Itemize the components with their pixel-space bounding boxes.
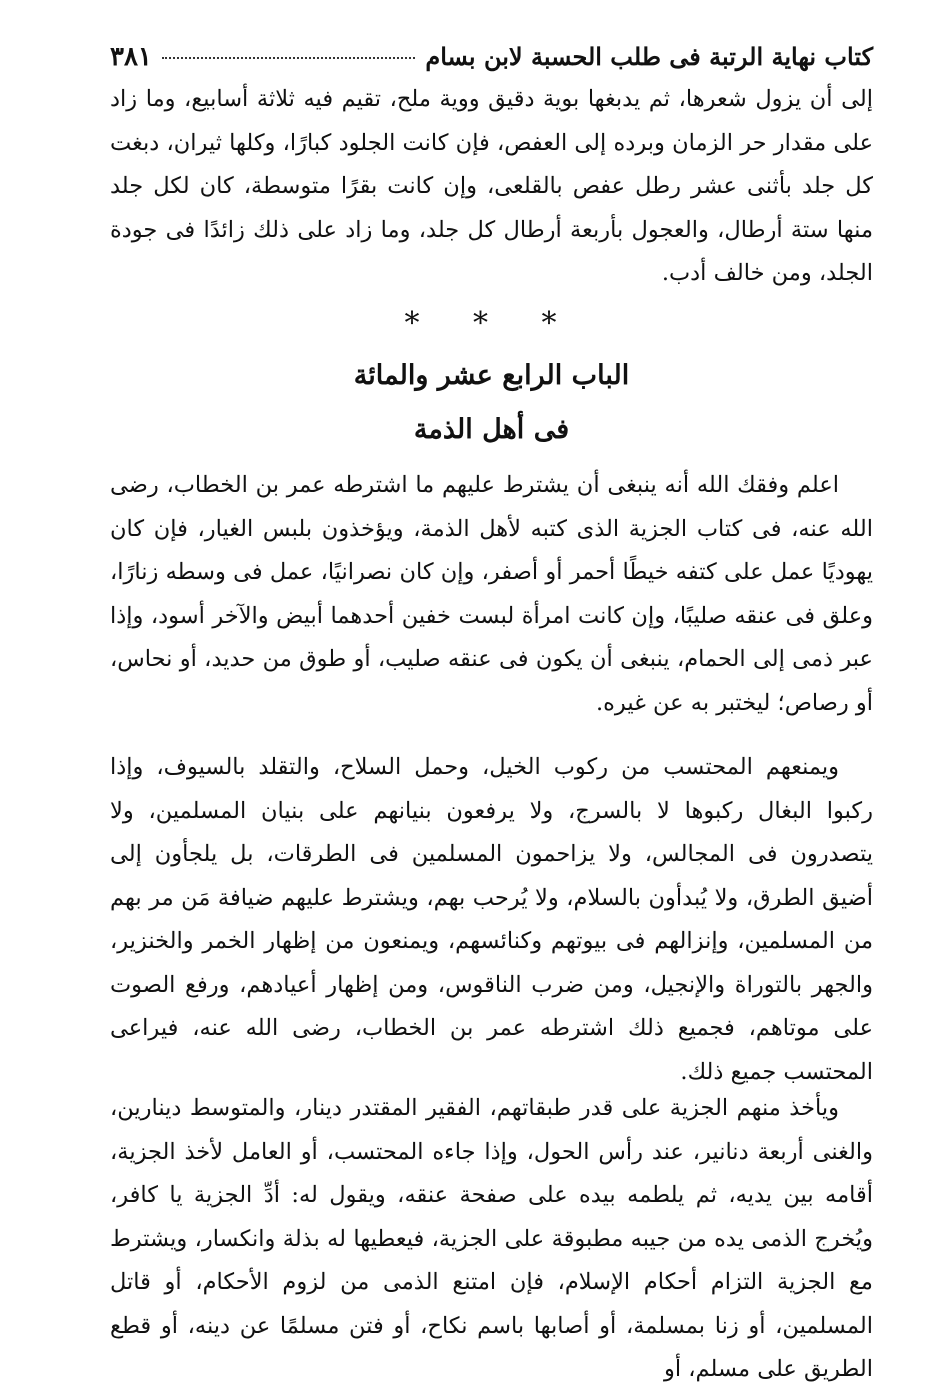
page-number: ٣٨١ — [110, 42, 152, 72]
book-title: كتاب نهاية الرتبة فى طلب الحسبة لابن بسام — [425, 42, 873, 71]
paragraph-dhimmi-restrictions: ويمنعهم المحتسب من ركوب الخيل، وحمل السلاح، والتقلد بالسيوف، وإذا ركبوا البغال ركبوها لا بالسرج، ولا يرفعون بنيانهم على بنيان المسلمين، ولا يتصدرون فى المجالس، ولا يزاحمون المسلمين فى الطرقات، بل يلجأون إلى أضيق الطرق، ولا يُبدأون بالسلام، ولا يُرحب بهم، ويشترط عليهم ضيافة مَن مر بهم من المسلمين، وإنزالهم فى بيوتهم وكنائسهم، ويمنعون من إظهار الخمر والخنزير، والجهر بالتوراة والإنجيل، ومن ضرب الناقوس، ومن إظهار أعيادهم، ورفع الصوت على موتاهم، فجميع ذلك اشترطه عمر بن الخطاب، رضى الله عنه، فيراعى المحتسب جميع ذلك. — [110, 754, 873, 1085]
running-header — [110, 42, 873, 76]
paragraph-continued: إلى أن يزول شعرها، ثم يدبغها بوية دقيق ووية ملح، تقيم فيه ثلاثة أسابيع، وما زاد على مقدار حر الزمان وبرده إلى العفص، فإن كانت الجلود كبارًا، وكلها ثيران، دبغت كل جلد بأثنى عشر رطل عفص بالقلعى، وإن كانت بقرًا متوسطة، كان لكل جلد منها ستة أرطال، والعجول بأربعة أرطال كل جلد، وما زاد على ذلك زائدًا فى جودة الجلد، ومن خالف أدب. — [110, 86, 873, 286]
section-separator-asterisks: * * * — [404, 306, 579, 341]
chapter-title: الباب الرابع عشر والمائة — [353, 360, 630, 391]
paragraph-dhimmi-dress: اعلم وفقك الله أنه ينبغى أن يشترط عليهم ما اشترطه عمر بن الخطاب، رضى الله عنه، فى كتاب الجزية الذى كتبه لأهل الذمة، ويؤخذون بلبس الغيار، فإن كان يهوديًا عمل على كتفه خيطًا أحمر أو أصفر، وإن كان نصرانيًا، عمل فى وسطه زنارًا، وعلق فى عنقه صليبًا، وإن كانت امرأة لبست خفين أحدهما أبيض والآخر أسود، وإذا عبر ذمى إلى الحمام، ينبغى أن يكون فى عنقه صليب، أو طوق من حديد، أو نحاس، أو رصاص؛ ليختبر به عن غيره. — [110, 472, 873, 716]
header-dot-leader — [162, 57, 415, 59]
chapter-subtitle: فى أهل الذمة — [413, 414, 570, 445]
paragraph-jizya: ويأخذ منهم الجزية على قدر طبقاتهم، الفقير المقتدر دينار، والمتوسط دينارين، والغنى أربعة دنانير، عند رأس الحول، وإذا جاءه المحتسب، أو العامل لأخذ الجزية، أقامه بين يديه، ثم يلطمه بيده على صفحة عنقه، ويقول له: أدِّ الجزية يا كافر، ويُخرج الذمى يده من جيبه مطبوقة على الجزية، فيعطيها له بذلة وانكسار، ويشترط مع الجزية التزام أحكام الإسلام، فإن امتنع الذمى من لزوم الأحكام، أو قاتل المسلمين، أو زنا بمسلمة، أو أصابها باسم نكاح، أو فتن مسلمًا عن دينه، أو قطع الطريق على مسلم، أو — [110, 1095, 873, 1382]
